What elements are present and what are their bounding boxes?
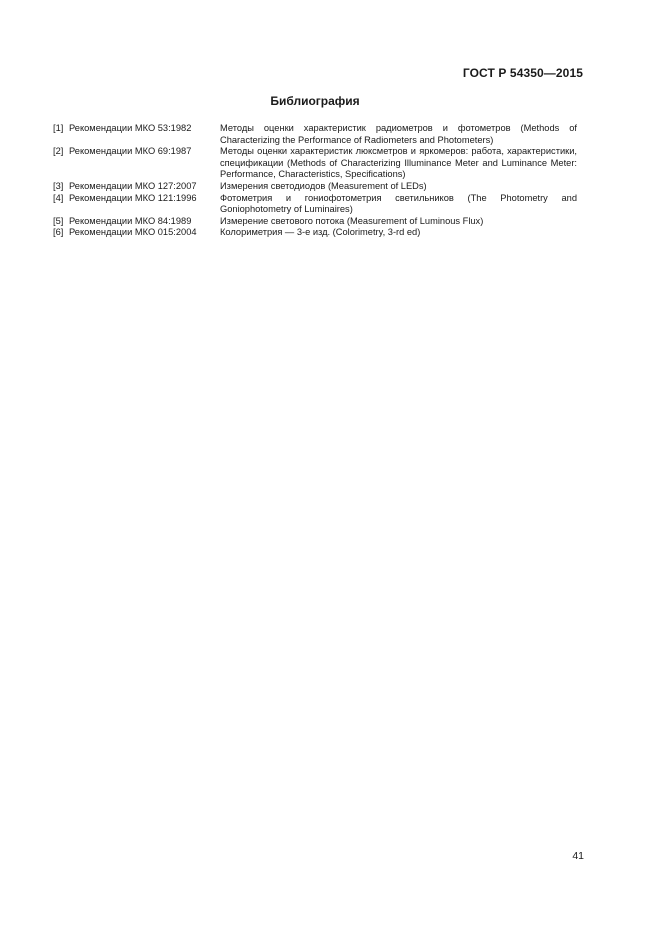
reference-title: Методы оценки характеристик люксметров и яркомеров: работа, характеристики, спецификации (Methods of Characterizing Illuminance Meter and Luminance Meter: Performance, Characteristics, Specifications): [220, 146, 577, 180]
reference-title: Фотометрия и гониофотометрия светильников (The Photometry and Goniophotometry of Luminaires): [220, 192, 577, 215]
reference-title: Измерение светового потока (Measurement of Luminous Flux): [220, 215, 484, 226]
reference-item: [53, 181, 577, 193]
reference-source: Рекомендации МКО 53:1982: [69, 123, 192, 133]
reference-number: [5]: [53, 215, 64, 226]
reference-source: Рекомендации МКО 015:2004: [69, 227, 197, 238]
standard-code: ГОСТ Р 54350—2015: [462, 66, 583, 80]
reference-title: Измерения светодиодов (Measurement of LEDs): [220, 180, 427, 191]
reference-title: Колориметрия — 3-е изд. (Colorimetry, 3-rd ed): [220, 227, 421, 238]
reference-number: [3]: [53, 180, 64, 191]
reference-item: [53, 193, 577, 216]
reference-item: [53, 227, 577, 239]
bibliography-title: Библиография: [270, 94, 360, 108]
reference-title: Методы оценки характеристик радиометров и фотометров (Methods of Characterizing the Performance of Radiometers and Photometers): [220, 123, 577, 145]
reference-number: [4]: [53, 192, 64, 203]
page-number: 41: [572, 850, 584, 862]
reference-item: [53, 123, 577, 146]
reference-source: Рекомендации МКО 69:1987: [69, 146, 192, 157]
reference-number: [6]: [53, 227, 64, 238]
bibliography-list: [53, 123, 577, 239]
reference-item: [53, 146, 577, 181]
reference-source: Рекомендации МКО 84:1989: [69, 215, 192, 226]
reference-source: Рекомендации МКО 121:1996: [69, 192, 197, 203]
reference-number: [2]: [53, 146, 64, 157]
reference-source: Рекомендации МКО 127:2007: [69, 180, 197, 191]
reference-item: [53, 216, 577, 228]
reference-number: [1]: [53, 123, 64, 133]
